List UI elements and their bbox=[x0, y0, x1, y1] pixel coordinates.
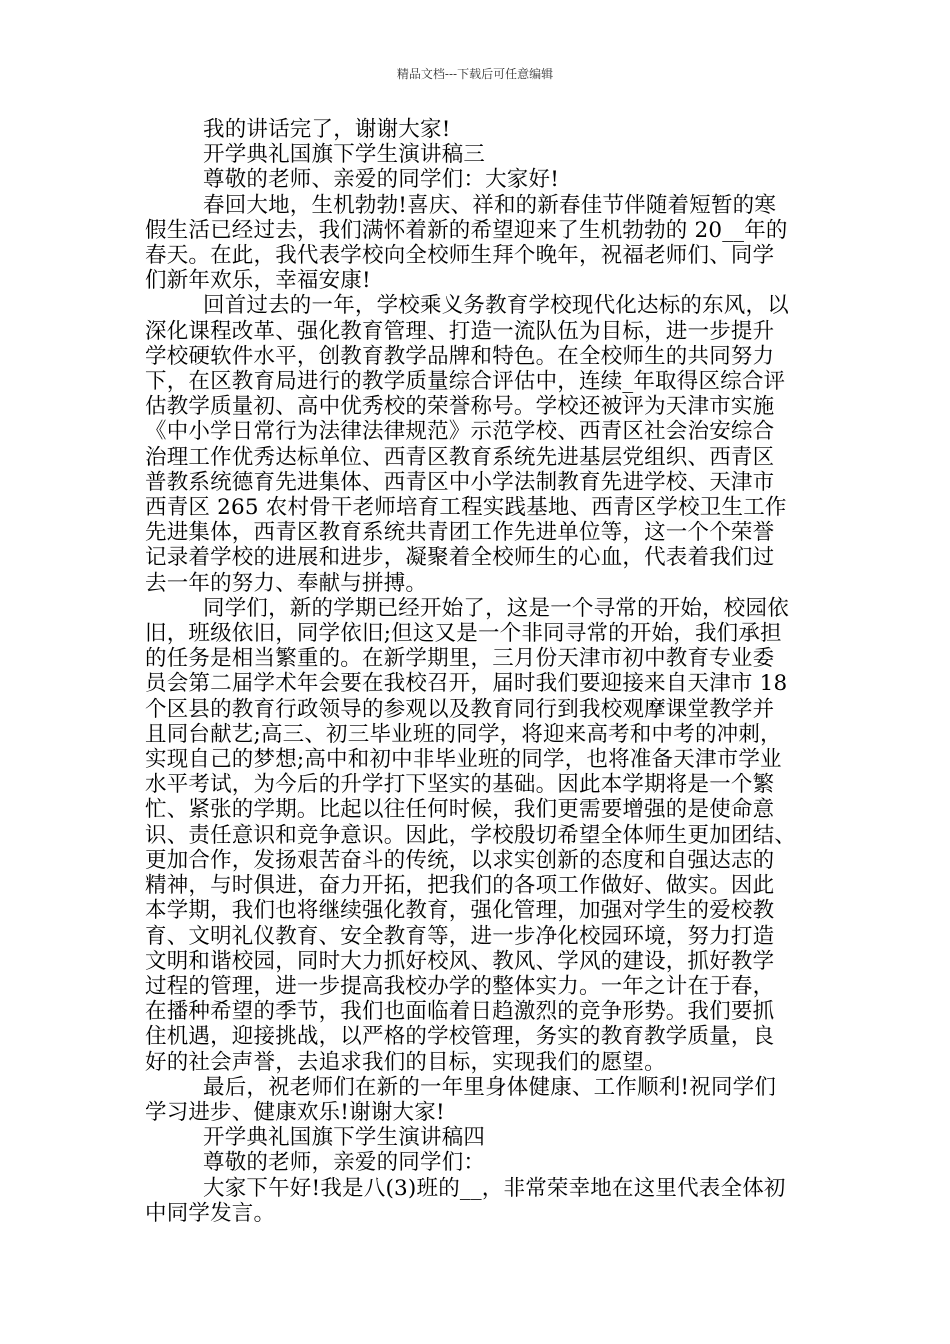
text-line: 水平考试，为今后的升学打下坚实的基础。因此本学期将是一个繁 bbox=[145, 772, 775, 798]
text-line: 住机遇，迎接挑战，以严格的学校管理，务实的教育教学质量，良 bbox=[145, 1024, 775, 1050]
text-line: 在播种希望的季节，我们也面临着日趋激烈的竞争形势。我们要抓 bbox=[145, 999, 775, 1025]
text-line: 治理工作优秀达标单位、西青区教育系统先进基层党组织、西青区 bbox=[145, 444, 775, 470]
text-line: 育、文明礼仪教育、安全教育等，进一步净化校园环境，努力打造 bbox=[145, 923, 775, 949]
text-line: 先进集体，西青区教育系统共青团工作先进单位等，这一个个荣誉 bbox=[145, 520, 775, 546]
page-header: 精品文档---下载后可任意编辑 bbox=[396, 67, 554, 81]
document-body bbox=[145, 117, 811, 1226]
text-line: 忙、紧张的学期。比起以往任何时候，我们更需要增强的是使命意 bbox=[145, 797, 775, 823]
text-line: 春回大地，生机勃勃!喜庆、祥和的新春佳节伴随着短暂的寒 bbox=[203, 192, 777, 218]
text-line: 记录着学校的进展和进步，凝聚着全校师生的心血，代表着我们过 bbox=[145, 545, 775, 571]
text-line: 最后，祝老师们在新的一年里身体健康、工作顺利!祝同学们 bbox=[203, 1074, 777, 1100]
text-line: 下，在区教育局进行的教学质量综合评估中，连续_年取得区综合评 bbox=[145, 369, 786, 395]
text-line: 的任务是相当繁重的。在新学期里，三月份天津市初中教育专业委 bbox=[145, 646, 775, 672]
text-line: 本学期，我们也将继续强化教育，强化管理，加强对学生的爱校教 bbox=[145, 898, 775, 924]
text-line: 精神，与时俱进，奋力开拓，把我们的各项工作做好、做实。因此 bbox=[145, 873, 775, 899]
text-line: 旧，班级依旧，同学依旧;但这又是一个非同寻常的开始，我们承担 bbox=[145, 621, 782, 647]
text-line: 实现自己的梦想;高中和初中非毕业班的同学，也将准备天津市学业 bbox=[145, 747, 782, 773]
text-line: 过程的管理，进一步提高我校办学的整体实力。一年之计在于春， bbox=[145, 973, 775, 999]
text-line: 开学典礼国旗下学生演讲稿三 bbox=[203, 142, 486, 168]
text-line: 同学们，新的学期已经开始了，这是一个寻常的开始，校园依 bbox=[203, 595, 789, 621]
text-line: 识、责任意识和竞争意识。因此，学校殷切希望全体师生更加团结、 bbox=[145, 822, 797, 848]
text-line: 们新年欢乐，幸福安康! bbox=[145, 268, 371, 294]
text-line: 我的讲话完了，谢谢大家! bbox=[203, 117, 451, 142]
text-line: 员会第二届学术年会要在我校召开，届时我们要迎接来自天津市 18 bbox=[145, 671, 788, 697]
text-line: 尊敬的老师、亲爱的同学们：大家好! bbox=[203, 167, 560, 193]
text-line: 中同学发言。 bbox=[145, 1200, 276, 1226]
text-line: 文明和谐校园，同时大力抓好校风、教风、学风的建设，抓好教学 bbox=[145, 948, 775, 974]
text-line: 且同台献艺;高三、初三毕业班的同学，将迎来高考和中考的冲刺， bbox=[145, 721, 782, 747]
text-line: 更加合作，发扬艰苦奋斗的传统，以求实创新的态度和自强达志的 bbox=[145, 847, 775, 873]
text-line: 学校硬软件水平，创教育教学品牌和特色。在全校师生的共同努力 bbox=[145, 343, 775, 369]
text-line: 大家下午好!我是八(3)班的__，非常荣幸地在这里代表全体初 bbox=[203, 1175, 786, 1201]
text-line: 普教系统德育先进集体、西青区中小学法制教育先进学校、天津市 bbox=[145, 469, 775, 495]
text-line: 西青区 265 农村骨干老师培育工程实践基地、西青区学校卫生工作 bbox=[145, 495, 787, 521]
text-line: 回首过去的一年，学校乘义务教育学校现代化达标的东风，以 bbox=[203, 293, 789, 319]
text-line: 个区县的教育行政领导的参观以及教育同行到我校观摩课堂教学并 bbox=[145, 696, 775, 722]
text-line: 春天。在此，我代表学校向全校师生拜个晚年，祝福老师们、同学 bbox=[145, 243, 775, 269]
text-line: 《中小学日常行为法律法律规范》示范学校、西青区社会治安综合 bbox=[145, 419, 775, 445]
text-line: 尊敬的老师，亲爱的同学们： bbox=[203, 1150, 486, 1176]
text-line: 学习进步、健康欢乐!谢谢大家! bbox=[145, 1099, 445, 1125]
text-line: 假生活已经过去，我们满怀着新的希望迎来了生机勃勃的 20__年的 bbox=[145, 217, 788, 243]
text-line: 估教学质量初、高中优秀校的荣誉称号。学校还被评为天津市实施 bbox=[145, 394, 775, 420]
text-line: 好的社会声誉，去追求我们的目标，实现我们的愿望。 bbox=[145, 1049, 666, 1075]
text-line: 开学典礼国旗下学生演讲稿四 bbox=[203, 1125, 486, 1151]
text-line: 深化课程改革、强化教育管理、打造一流队伍为目标，进一步提升 bbox=[145, 318, 775, 344]
text-line: 去一年的努力、奉献与拼搏。 bbox=[145, 570, 428, 596]
